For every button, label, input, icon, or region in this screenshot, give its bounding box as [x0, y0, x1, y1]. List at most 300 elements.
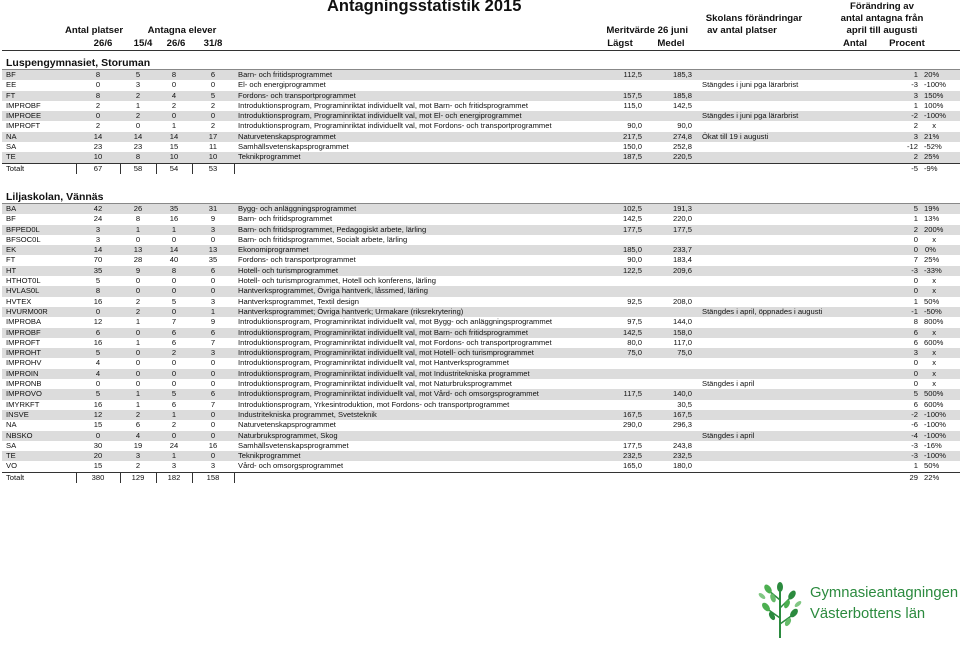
cell-code: IMPROHT	[2, 348, 76, 358]
cell-total-antagna-15-4: 58	[120, 163, 156, 174]
cell-antagna-26-6: 0	[156, 431, 192, 441]
cell-lagst: 97,5	[627, 317, 642, 327]
cell-antal-platser-26-6: 2	[95, 121, 101, 131]
cell-empty	[594, 472, 650, 483]
cell-antagna-31-8: 0	[192, 111, 234, 121]
cell-antagna-15-4: 0	[120, 348, 156, 358]
cell-code: HTHOT0L	[6, 276, 41, 286]
cell-lagst: 150,0	[622, 142, 642, 152]
cell-code: NA	[6, 420, 17, 430]
table-row	[2, 420, 960, 430]
cell-skolans-forandring	[700, 91, 848, 101]
cell-code: IMPROBA	[6, 317, 42, 327]
cell-antal-platser-26-6: 0	[76, 307, 120, 317]
cell-antagna-26-6: 35	[156, 204, 192, 214]
cell-forandring-procent: 200%	[924, 225, 960, 235]
cell-forandring-procent: 50%	[924, 461, 940, 471]
header-date-3: 26/6	[166, 38, 186, 49]
table-row	[2, 307, 960, 317]
cell-lagst: 90,0	[627, 255, 642, 265]
cell-forandring-procent: 25%	[924, 152, 960, 163]
cell-lagst: 102,5	[594, 204, 650, 214]
cell-antagna-26-6: 10	[156, 152, 192, 163]
cell-antagna-31-8: 2	[210, 121, 216, 131]
cell-total-antagna-31-8: 53	[192, 163, 234, 174]
cell-medel	[650, 369, 700, 379]
cell-antagna-31-8: 6	[192, 328, 234, 338]
cell-forandring-procent: -100%	[924, 111, 960, 121]
cell-forandring-antal: 6	[848, 328, 924, 338]
cell-lagst	[594, 379, 650, 389]
cell-skolans-forandring	[700, 451, 848, 461]
cell-antagna-26-6: 5	[156, 389, 192, 399]
cell-forandring-antal: 8	[913, 317, 918, 327]
cell-forandring-antal: 3	[848, 91, 924, 101]
cell-antagna-26-6: 6	[171, 399, 177, 409]
cell-forandring-procent: x	[932, 358, 936, 368]
cell-antagna-31-8: 7	[210, 399, 216, 409]
header-forandring-3: april till augusti	[846, 25, 918, 36]
cell-antagna-26-6: 8	[156, 70, 192, 80]
table-row	[2, 204, 960, 214]
table-row	[2, 225, 960, 235]
cell-skolans-forandring	[700, 389, 848, 399]
cell-antagna-26-6: 8	[156, 266, 192, 276]
cell-antal-platser-26-6: 5	[76, 389, 120, 399]
cell-antagna-26-6: 1	[156, 451, 192, 461]
cell-medel: 30,5	[677, 399, 692, 409]
cell-forandring-procent: 21%	[924, 132, 960, 142]
cell-forandring-antal: 7	[913, 255, 918, 265]
table-row	[2, 235, 960, 245]
cell-code: VO	[6, 461, 17, 471]
cell-forandring-antal: -2	[848, 410, 924, 420]
cell-lagst: 112,5	[594, 70, 650, 80]
cell-medel	[650, 111, 700, 121]
cell-medel	[650, 276, 700, 286]
cell-medel: 185,3	[650, 70, 700, 80]
cell-program: Introduktionsprogram, Programinriktat individuellt val, mot Industritekniska programmet	[234, 369, 594, 379]
cell-antal-platser-26-6: 5	[76, 348, 120, 358]
cell-skolans-forandring: Stängdes i juni pga lärarbrist	[702, 80, 799, 90]
cell-antal-platser-26-6: 12	[93, 317, 103, 327]
cell-medel: 220,5	[650, 152, 700, 163]
cell-lagst: 142,5	[594, 328, 650, 338]
cell-antagna-31-8: 0	[192, 451, 234, 461]
cell-program: Introduktionsprogram, Programinriktat individuellt val, mot Barn- och fritidsprogrammet	[238, 100, 528, 110]
cell-forandring-antal: 3	[848, 348, 924, 358]
cell-antagna-31-8: 6	[192, 70, 234, 80]
cell-forandring-antal: 2	[913, 121, 918, 131]
cell-forandring-antal: 5	[848, 204, 924, 214]
cell-antagna-31-8: 0	[192, 431, 234, 441]
cell-total-antagna-15-4: 129	[120, 472, 156, 483]
cell-forandring-procent: x	[924, 286, 960, 296]
cell-skolans-forandring	[700, 369, 848, 379]
cell-total-antal-platser: 67	[76, 163, 120, 174]
cell-medel	[650, 235, 700, 245]
cell-antagna-31-8: 0	[210, 420, 216, 430]
cell-forandring-procent: 0%	[924, 245, 960, 255]
cell-antagna-31-8: 0	[192, 410, 234, 420]
cell-skolans-forandring: Stängdes i april	[702, 379, 755, 389]
cell-antagna-31-8: 3	[192, 348, 234, 358]
cell-program: Bygg- och anläggningsprogrammet	[234, 204, 594, 214]
table-row	[2, 328, 960, 338]
cell-empty	[234, 472, 594, 483]
cell-antal-platser-26-6: 8	[76, 70, 120, 80]
section-title-storuman: Luspengymnasiet, Storuman	[6, 57, 151, 69]
cell-antal-platser-26-6: 20	[76, 451, 120, 461]
cell-empty	[650, 472, 700, 483]
cell-medel: 209,6	[650, 266, 700, 276]
cell-antagna-15-4: 8	[135, 214, 141, 224]
cell-antagna-26-6: 4	[156, 91, 192, 101]
cell-antagna-31-8: 16	[208, 440, 218, 450]
cell-lagst	[594, 431, 650, 441]
cell-forandring-antal: 0	[913, 358, 918, 368]
cell-antal-platser-26-6: 4	[95, 358, 101, 368]
cell-antal-platser-26-6: 15	[93, 420, 103, 430]
cell-medel: 90,0	[677, 121, 692, 131]
cell-skolans-forandring	[700, 152, 848, 163]
cell-medel	[650, 307, 700, 317]
cell-forandring-procent: 500%	[924, 389, 960, 399]
cell-lagst: 142,5	[622, 214, 642, 224]
cell-forandring-antal: 0	[913, 379, 918, 389]
table-storuman	[2, 70, 960, 174]
cell-code: INSVE	[2, 410, 76, 420]
cell-skolans-forandring	[700, 317, 848, 327]
cell-code: IMPROFT	[6, 337, 41, 347]
cell-antagna-15-4: 1	[135, 399, 141, 409]
gymnasieantagningen-logo	[754, 578, 960, 640]
header-date-4: 31/8	[203, 38, 223, 49]
cell-program: Fordons- och transportprogrammet	[234, 91, 594, 101]
cell-code: SA	[6, 440, 17, 450]
cell-lagst	[594, 369, 650, 379]
cell-program: Barn- och fritidsprogrammet	[238, 214, 333, 224]
cell-forandring-procent: -33%	[924, 266, 960, 276]
cell-antagna-15-4: 0	[120, 286, 156, 296]
cell-code: BFPED0L	[2, 225, 76, 235]
table-row	[2, 410, 960, 420]
table-row	[2, 111, 960, 121]
cell-lagst	[594, 358, 650, 368]
section-title-vannas: Liljaskolan, Vännäs	[6, 191, 104, 203]
cell-antal-platser-26-6: 3	[95, 234, 101, 244]
cell-forandring-antal: 6	[913, 399, 918, 409]
cell-code: FT	[2, 91, 76, 101]
cell-forandring-antal: -4	[848, 431, 924, 441]
cell-lagst: 167,5	[594, 410, 650, 420]
table-row	[2, 431, 960, 441]
cell-forandring-antal: 0	[848, 369, 924, 379]
cell-skolans-forandring	[700, 276, 848, 286]
header-forandring-2: antal antagna från	[840, 13, 924, 24]
cell-program: Hantverksprogrammet; Övriga hantverk; Urmakare (riksrekrytering)	[234, 307, 594, 317]
cell-lagst	[594, 307, 650, 317]
cell-antagna-15-4: 0	[135, 234, 141, 244]
table-row	[2, 358, 960, 368]
cell-forandring-procent: 25%	[924, 255, 940, 265]
cell-skolans-forandring: Stängdes i april, öppnades i augusti	[700, 307, 848, 317]
cell-program: Samhällsvetenskapsprogrammet	[238, 142, 349, 152]
cell-antagna-26-6: 0	[171, 80, 177, 90]
cell-antagna-15-4: 2	[120, 410, 156, 420]
cell-code: SA	[6, 142, 17, 152]
cell-antagna-15-4: 26	[120, 204, 156, 214]
cell-antal-platser-26-6: 10	[76, 152, 120, 163]
cell-medel: 233,7	[650, 245, 700, 255]
cell-forandring-antal: 5	[848, 389, 924, 399]
cell-lagst: 177,5	[594, 225, 650, 235]
cell-code: HVURM00R	[2, 307, 76, 317]
cell-medel: 180,0	[672, 461, 692, 471]
cell-medel: 117,0	[673, 337, 692, 347]
cell-medel: 75,0	[650, 348, 700, 358]
cell-code: EE	[6, 80, 17, 90]
cell-antagna-26-6: 6	[171, 337, 177, 347]
cell-forandring-antal: 0	[848, 286, 924, 296]
cell-antagna-31-8: 11	[209, 142, 217, 152]
logo-text-line-1: Gymnasieantagningen	[810, 585, 959, 601]
cell-lagst	[594, 400, 650, 410]
cell-skolans-forandring	[700, 70, 848, 80]
table-row	[2, 286, 960, 296]
cell-lagst	[594, 276, 650, 286]
cell-skolans-forandring: Stängdes i juni pga lärarbrist	[700, 111, 848, 121]
table-row	[2, 91, 960, 101]
cell-lagst: 217,5	[594, 132, 650, 142]
cell-forandring-antal: -1	[848, 307, 924, 317]
cell-skolans-forandring	[700, 400, 848, 410]
cell-antal-platser-26-6: 6	[76, 328, 120, 338]
cell-medel	[650, 379, 700, 389]
table-row	[2, 152, 960, 163]
cell-lagst: 117,5	[594, 389, 650, 399]
cell-medel: 191,3	[650, 204, 700, 214]
cell-medel	[650, 431, 700, 441]
cell-total-antagna-31-8: 158	[192, 472, 234, 483]
cell-program: Hantverksprogrammet, Textil design	[238, 296, 359, 306]
table-row	[2, 255, 960, 265]
cell-antal-platser-26-6: 0	[95, 80, 101, 90]
cell-antagna-31-8: 10	[192, 152, 234, 163]
cell-antagna-31-8: 0	[192, 286, 234, 296]
cell-forandring-procent: x	[932, 276, 936, 286]
cell-antagna-15-4: 4	[120, 431, 156, 441]
header-forandring-1: Förändring av	[850, 1, 914, 12]
cell-forandring-antal: -3	[848, 451, 924, 461]
cell-lagst	[594, 235, 650, 245]
cell-antagna-26-6: 0	[156, 111, 192, 121]
cell-program: Fordons- och transportprogrammet	[238, 255, 356, 265]
cell-program: Naturbruksprogrammet, Skog	[234, 431, 594, 441]
cell-skolans-forandring: Ökat till 19 i augusti	[700, 132, 848, 142]
table-row	[2, 441, 960, 451]
cell-medel: 142,5	[672, 100, 692, 110]
cell-antal-platser-26-6: 0	[76, 431, 120, 441]
cell-lagst: 185,0	[594, 245, 650, 255]
cell-code: NBSKO	[2, 431, 76, 441]
cell-lagst: 115,0	[623, 100, 642, 110]
cell-medel	[650, 80, 700, 90]
cell-total-label: Totalt	[2, 163, 76, 174]
cell-antagna-15-4: 9	[120, 266, 156, 276]
cell-antagna-31-8: 13	[192, 245, 234, 255]
cell-program: Hantverksprogrammet, Övriga hantverk, låssmed, lärling	[234, 286, 594, 296]
cell-lagst	[594, 111, 650, 121]
table-row	[2, 451, 960, 461]
cell-antagna-26-6: 15	[169, 142, 179, 152]
cell-antal-platser-26-6: 35	[76, 266, 120, 276]
cell-program: Introduktionsprogram, Programinriktat individuellt val, mot Fordons- och transportprogrammet	[238, 121, 552, 131]
cell-lagst: 232,5	[594, 451, 650, 461]
cell-lagst: 90,0	[627, 121, 642, 131]
cell-antagna-15-4: 0	[135, 121, 141, 131]
cell-antagna-31-8: 31	[192, 204, 234, 214]
cell-antagna-31-8: 3	[192, 225, 234, 235]
cell-forandring-antal: 3	[848, 132, 924, 142]
cell-antagna-31-8: 0	[210, 276, 216, 286]
cell-forandring-procent: -100%	[924, 410, 960, 420]
cell-forandring-procent: -100%	[924, 420, 946, 430]
cell-medel: 296,3	[672, 420, 692, 430]
cell-forandring-procent: -100%	[924, 80, 946, 90]
cell-antagna-26-6: 1	[156, 410, 192, 420]
cell-program: Naturvetenskapsprogrammet	[238, 420, 336, 430]
cell-antagna-31-8: 2	[210, 100, 216, 110]
cell-lagst: 177,5	[622, 440, 642, 450]
cell-total-antagna-26-6: 54	[156, 163, 192, 174]
cell-antagna-26-6: 0	[171, 234, 177, 244]
cell-total-antal-platser: 380	[76, 472, 120, 483]
cell-antagna-31-8: 17	[192, 132, 234, 142]
cell-skolans-forandring	[700, 255, 848, 265]
cell-medel: 274,8	[650, 132, 700, 142]
cell-forandring-procent: -50%	[924, 307, 960, 317]
cell-code: HVTEX	[6, 296, 32, 306]
cell-code: IMYRKFT	[6, 399, 40, 409]
cell-program: Introduktionsprogram, Programinriktat individuellt val, mot Hotell- och turismprogrammet	[234, 348, 594, 358]
cell-skolans-forandring	[700, 121, 848, 131]
cell-antal-platser-26-6: 14	[76, 132, 120, 142]
cell-lagst: 157,5	[594, 91, 650, 101]
cell-forandring-antal: -3	[848, 266, 924, 276]
cell-program: Samhällsvetenskapsprogrammet	[238, 440, 349, 450]
cell-antagna-26-6: 0	[171, 358, 177, 368]
cell-code: IMPROHV	[6, 358, 42, 368]
table-row	[2, 369, 960, 379]
cell-antagna-15-4: 1	[135, 100, 141, 110]
cell-antagna-26-6: 0	[156, 369, 192, 379]
cell-antagna-15-4: 2	[120, 111, 156, 121]
cell-antagna-15-4: 0	[135, 379, 141, 389]
cell-medel: 185,8	[650, 91, 700, 101]
cell-program: Barn- och fritidsprogrammet, Pedagogiskt arbete, lärling	[234, 225, 594, 235]
cell-antagna-26-6: 5	[171, 296, 177, 306]
cell-total-forandring-antal: -5	[848, 163, 924, 174]
table-row	[2, 338, 960, 348]
cell-antagna-26-6: 2	[171, 100, 177, 110]
cell-forandring-antal: -2	[848, 111, 924, 121]
cell-forandring-procent: x	[932, 121, 936, 131]
cell-antagna-31-8: 0	[210, 80, 216, 90]
cell-total-antagna-26-6: 182	[156, 472, 192, 483]
cell-antagna-15-4: 8	[120, 152, 156, 163]
cell-forandring-antal: 1	[913, 296, 918, 306]
cell-forandring-procent: -100%	[924, 431, 960, 441]
cell-antal-platser-26-6: 42	[76, 204, 120, 214]
cell-program: Vård- och omsorgsprogrammet	[238, 461, 344, 471]
cell-antal-platser-26-6: 16	[93, 296, 103, 306]
cell-antal-platser-26-6: 15	[93, 461, 103, 471]
header-rule	[2, 50, 960, 51]
cell-antagna-15-4: 0	[135, 358, 141, 368]
cell-program: Introduktionsprogram, Programinriktat individuellt val, mot Vård- och omsorgsprogrammet	[234, 389, 594, 399]
header-date-2: 15/4	[133, 38, 153, 49]
cell-program: Introduktionsprogram, Yrkesintroduktion, mot Fordons- och transportprogrammet	[238, 399, 510, 409]
page-title: Antagningsstatistik 2015	[327, 0, 522, 15]
header-procent: Procent	[889, 38, 925, 49]
cell-forandring-antal: 1	[913, 100, 918, 110]
cell-code: HVLAS0L	[2, 286, 76, 296]
cell-code: IMPRONB	[6, 379, 42, 389]
cell-program: Introduktionsprogram, Programinriktat individuellt val, mot Fordons- och transportprogrammet	[238, 337, 552, 347]
cell-total-forandring-procent: 22%	[924, 472, 960, 483]
cell-forandring-antal: -3	[911, 440, 918, 450]
cell-antal-platser-26-6: 30	[93, 440, 103, 450]
cell-medel: 208,0	[672, 296, 692, 306]
cell-skolans-forandring	[700, 204, 848, 214]
cell-antagna-31-8: 6	[192, 266, 234, 276]
cell-antal-platser-26-6: 0	[95, 379, 101, 389]
cell-program: Industritekniska programmet, Svetsteknik	[234, 410, 594, 420]
cell-antagna-31-8: 5	[192, 91, 234, 101]
cell-antagna-31-8: 3	[210, 296, 216, 306]
cell-forandring-procent: 100%	[924, 100, 944, 110]
cell-medel: 167,5	[650, 410, 700, 420]
cell-program: Introduktionsprogram, Programinriktat individuellt val, mot Barn- och fritidsprogrammet	[234, 328, 594, 338]
cell-skolans-forandring	[700, 245, 848, 255]
cell-skolans-forandring	[700, 338, 848, 348]
cell-forandring-antal: 6	[913, 337, 918, 347]
cell-antagna-15-4: 23	[133, 142, 143, 152]
cell-forandring-procent: -16%	[924, 440, 942, 450]
cell-forandring-antal: 1	[913, 214, 918, 224]
cell-program: Introduktionsprogram, Programinriktat individuellt val, mot El- och energiprogrammet	[234, 111, 594, 121]
table-row	[2, 348, 960, 358]
cell-program: Teknikprogrammet	[234, 152, 594, 163]
cell-program: Naturvetenskapsprogrammet	[234, 132, 594, 142]
cell-forandring-procent: x	[924, 369, 960, 379]
cell-empty	[700, 163, 848, 174]
cell-skolans-forandring	[700, 235, 848, 245]
cell-forandring-procent: x	[932, 234, 936, 244]
cell-antagna-15-4: 1	[120, 389, 156, 399]
cell-antagna-15-4: 2	[120, 91, 156, 101]
table-row	[2, 389, 960, 399]
table-row	[2, 214, 960, 224]
cell-skolans-forandring	[700, 441, 848, 451]
cell-code: IMPROFT	[6, 121, 41, 131]
cell-skolans-forandring	[700, 142, 848, 152]
cell-antagna-31-8: 0	[210, 234, 216, 244]
cell-empty	[650, 163, 700, 174]
cell-medel: 144,0	[672, 317, 692, 327]
cell-antal-platser-26-6: 8	[76, 91, 120, 101]
